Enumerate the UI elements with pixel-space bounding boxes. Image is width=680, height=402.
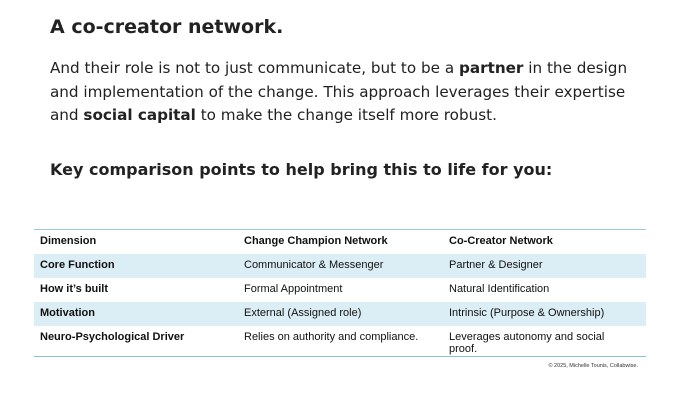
copyright-footer: © 2025, Michelle Tounis, Collabwise. <box>548 363 638 369</box>
table-row <box>34 326 646 356</box>
row-change-champion: Communicator & Messenger <box>244 259 384 271</box>
table-header-row <box>34 230 646 254</box>
intro-text-2: in the design and implementation of the change. This approach leverages their expertise and <box>50 59 628 124</box>
row-co-creator: Natural Identification <box>449 283 550 295</box>
table-row <box>34 302 646 326</box>
header-change-champion: Change Champion Network <box>244 235 388 247</box>
row-dimension: Motivation <box>40 307 95 319</box>
row-dimension: How it’s built <box>40 283 109 295</box>
intro-text-3: to make the change itself more robust. <box>195 106 497 124</box>
row-dimension: Core Function <box>40 259 115 271</box>
section-subheading: Key comparison points to help bring this to life for you: <box>50 160 553 179</box>
row-change-champion: Relies on authority and compliance. <box>244 331 419 343</box>
header-co-creator: Co-Creator Network <box>449 235 553 247</box>
intro-paragraph <box>50 57 650 128</box>
comparison-table <box>34 229 646 357</box>
intro-bold-partner: partner <box>458 59 524 77</box>
row-co-creator: Partner & Designer <box>449 259 543 271</box>
table-row <box>34 254 646 278</box>
table-row <box>34 278 646 302</box>
row-change-champion: External (Assigned role) <box>244 307 362 319</box>
row-dimension: Neuro-Psychological Driver <box>40 331 185 343</box>
page-title: A co-creator network. <box>50 16 284 38</box>
row-change-champion: Formal Appointment <box>244 283 343 295</box>
row-co-creator: Intrinsic (Purpose & Ownership) <box>449 307 605 319</box>
intro-bold-social-capital: social capital <box>83 106 196 124</box>
intro-text-1: And their role is not to just communicate, but to be a <box>50 59 459 77</box>
header-dimension: Dimension <box>40 235 97 247</box>
row-co-creator: Leverages autonomy and social proof. <box>449 331 605 355</box>
